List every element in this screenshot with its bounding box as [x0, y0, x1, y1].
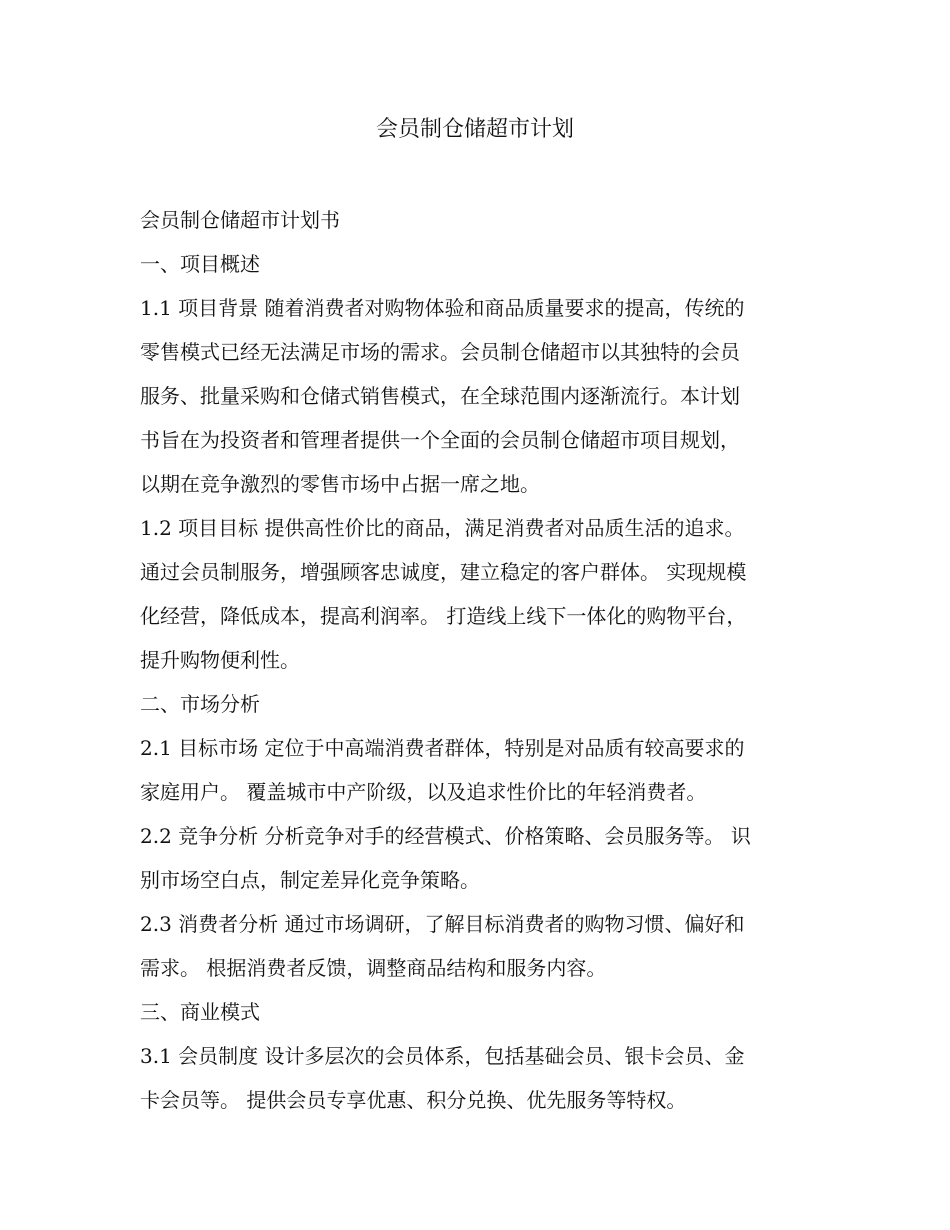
paragraph-line: 提升购物便利性。 [140, 648, 300, 672]
paragraph-line: 以期在竞争激烈的零售市场中占据一席之地。 [140, 472, 540, 496]
paragraph-line: 零售模式已经无法满足市场的需求。会员制仓储超市以其独特的会员 [140, 340, 740, 364]
paragraph-line: 2.2 竞争分析 分析竞争对手的经营模式、价格策略、会员服务等。 识 [140, 824, 751, 848]
doc-subtitle: 会员制仓储超市计划书 [140, 208, 340, 232]
section-heading-2: 二、市场分析 [140, 692, 260, 716]
paragraph-line: 服务、批量采购和仓储式销售模式，在全球范围内逐渐流行。本计划 [140, 384, 740, 408]
paragraph-line: 2.3 消费者分析 通过市场调研，了解目标消费者的购物习惯、偏好和 [140, 912, 745, 936]
paragraph-line: 通过会员制服务，增强顾客忠诚度，建立稳定的客户群体。 实现规模 [140, 560, 747, 584]
paragraph-line: 卡会员等。 提供会员专享优惠、积分兑换、优先服务等特权。 [140, 1088, 687, 1112]
section-heading-1: 一、项目概述 [140, 252, 260, 276]
paragraph-line: 3.1 会员制度 设计多层次的会员体系，包括基础会员、银卡会员、金 [140, 1044, 745, 1068]
paragraph-line: 书旨在为投资者和管理者提供一个全面的会员制仓储超市项目规划， [140, 428, 740, 452]
page-title: 会员制仓储超市计划 [375, 117, 574, 142]
paragraph-line: 需求。 根据消费者反馈，调整商品结构和服务内容。 [140, 956, 607, 980]
document-body [140, 198, 810, 1122]
section-heading-3: 三、商业模式 [140, 1000, 260, 1024]
paragraph-line: 家庭用户。 覆盖城市中产阶级，以及追求性价比的年轻消费者。 [140, 780, 707, 804]
paragraph-line: 化经营，降低成本，提高利润率。 打造线上线下一体化的购物平台， [140, 604, 747, 628]
paragraph-line: 1.2 项目目标 提供高性价比的商品，满足消费者对品质生活的追求。 [140, 516, 745, 540]
paragraph-line: 别市场空白点，制定差异化竞争策略。 [140, 868, 480, 892]
paragraph-line: 2.1 目标市场 定位于中高端消费者群体，特别是对品质有较高要求的 [140, 736, 745, 760]
paragraph-line: 1.1 项目背景 随着消费者对购物体验和商品质量要求的提高，传统的 [140, 296, 745, 320]
